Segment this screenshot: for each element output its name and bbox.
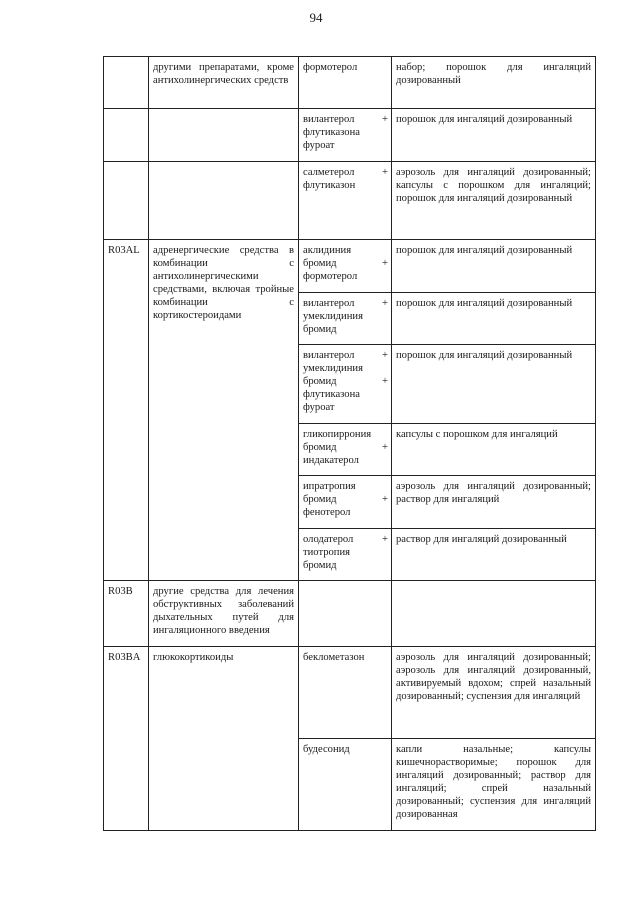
atc-code-cell [104,109,149,162]
drug-name-line: формотерол [303,271,358,282]
combination-plus-sign: + [382,442,388,453]
dosage-form-cell: аэрозоль для ингаляций дозированный; капсулы с порошком для ингаляций; порошок для ингаляций дозированный [392,162,596,240]
table-row [104,57,596,109]
dosage-form-cell: капсулы с порошком для ингаляций [392,424,596,476]
group-cell: другие средства для лечения обструктивных заболеваний дыхательных путей для ингаляционного введения [149,581,299,647]
dosage-form-cell: раствор для ингаляций дозированный [392,529,596,581]
drug-name-line: бромид + [303,376,388,387]
drug-name-line: аклидиния [303,245,352,256]
group-cell [149,109,299,162]
dosage-form-cell: порошок для ингаляций дозированный [392,293,596,345]
dosage-form-cell: порошок для ингаляций дозированный [392,240,596,293]
drug-name-line: умеклидиния [303,311,363,322]
drug-cell [299,739,392,831]
group-cell: адренергические средства в комбинации с антихолинергическими средствами, включая тройные комбинации с кортикостероидами [149,240,299,581]
group-cell [149,162,299,240]
table-row [104,162,596,240]
drug-name-line: формотерол [303,62,358,73]
combination-plus-sign: + [382,167,388,178]
drug-name-line: бромид [303,324,337,335]
drug-name-line: бромид + [303,442,388,453]
drug-cell [299,293,392,345]
drug-name-line: вилантерол + [303,114,388,125]
drug-name-line: умеклидиния [303,363,363,374]
dosage-form-cell: аэрозоль для ингаляций дозированный; аэрозоль для ингаляций дозированный, активируемый вдохом; спрей назальный дозированный; суспензия для ингаляций [392,647,596,739]
dosage-form-cell [392,581,596,647]
drug-name-line: будесонид [303,744,350,755]
drug-name-line: флутиказон [303,180,356,191]
drug-name-line: индакатерол [303,455,359,466]
drug-name-line: ипратропия [303,481,356,492]
combination-plus-sign: + [382,114,388,125]
combination-plus-sign: + [382,298,388,309]
atc-code-cell [104,57,149,109]
drug-name-line: тиотропия [303,547,351,558]
drug-name-line: флутиказона [303,127,360,138]
combination-plus-sign: + [382,350,388,361]
table-body [104,57,596,831]
drug-name-line: флутиказона [303,389,360,400]
atc-code-cell: R03B [104,581,149,647]
drug-cell [299,345,392,424]
drug-name-line: гликопиррония [303,429,372,440]
medication-table [103,56,596,831]
drug-name-line: фуроат [303,140,335,151]
drug-cell [299,109,392,162]
drug-name-line: бромид + [303,258,388,269]
page-number: 94 [309,10,323,25]
drug-cell [299,647,392,739]
drug-cell [299,162,392,240]
drug-cell [299,529,392,581]
table-row [104,240,596,293]
table-row [104,109,596,162]
drug-name-line: бромид + [303,494,388,505]
drug-name-line: бромид [303,560,337,571]
drug-cell [299,57,392,109]
dosage-form-cell: аэрозоль для ингаляций дозированный; раствор для ингаляций [392,476,596,529]
drug-name-line: беклометазон [303,652,365,663]
combination-plus-sign: + [382,376,388,387]
atc-code-cell: R03BA [104,647,149,831]
drug-cell [299,476,392,529]
drug-name-line: салметерол + [303,167,388,178]
drug-cell [299,581,392,647]
group-cell: другими препаратами, кроме антихолинергических средств [149,57,299,109]
atc-code-cell [104,162,149,240]
table-row [104,581,596,647]
drug-cell [299,240,392,293]
drug-name-line: вилантерол + [303,350,388,361]
combination-plus-sign: + [382,258,388,269]
drug-name-line: фуроат [303,402,335,413]
drug-name-line: фенотерол [303,507,351,518]
atc-code-cell: R03AL [104,240,149,581]
dosage-form-cell: капли назальные; капсулы кишечнорастворимые; порошок для ингаляций дозированный; раствор для ингаляций; спрей назальный дозированный; суспензия для ингаляций дозированная [392,739,596,831]
group-cell: глюкокортикоиды [149,647,299,831]
dosage-form-cell: набор; порошок для ингаляций дозированный [392,57,596,109]
drug-cell [299,424,392,476]
table-row [104,647,596,739]
drug-name-line: олодатерол + [303,534,388,545]
dosage-form-cell: порошок для ингаляций дозированный [392,109,596,162]
dosage-form-cell: порошок для ингаляций дозированный [392,345,596,424]
combination-plus-sign: + [382,494,388,505]
combination-plus-sign: + [382,534,388,545]
drug-name-line: вилантерол + [303,298,388,309]
